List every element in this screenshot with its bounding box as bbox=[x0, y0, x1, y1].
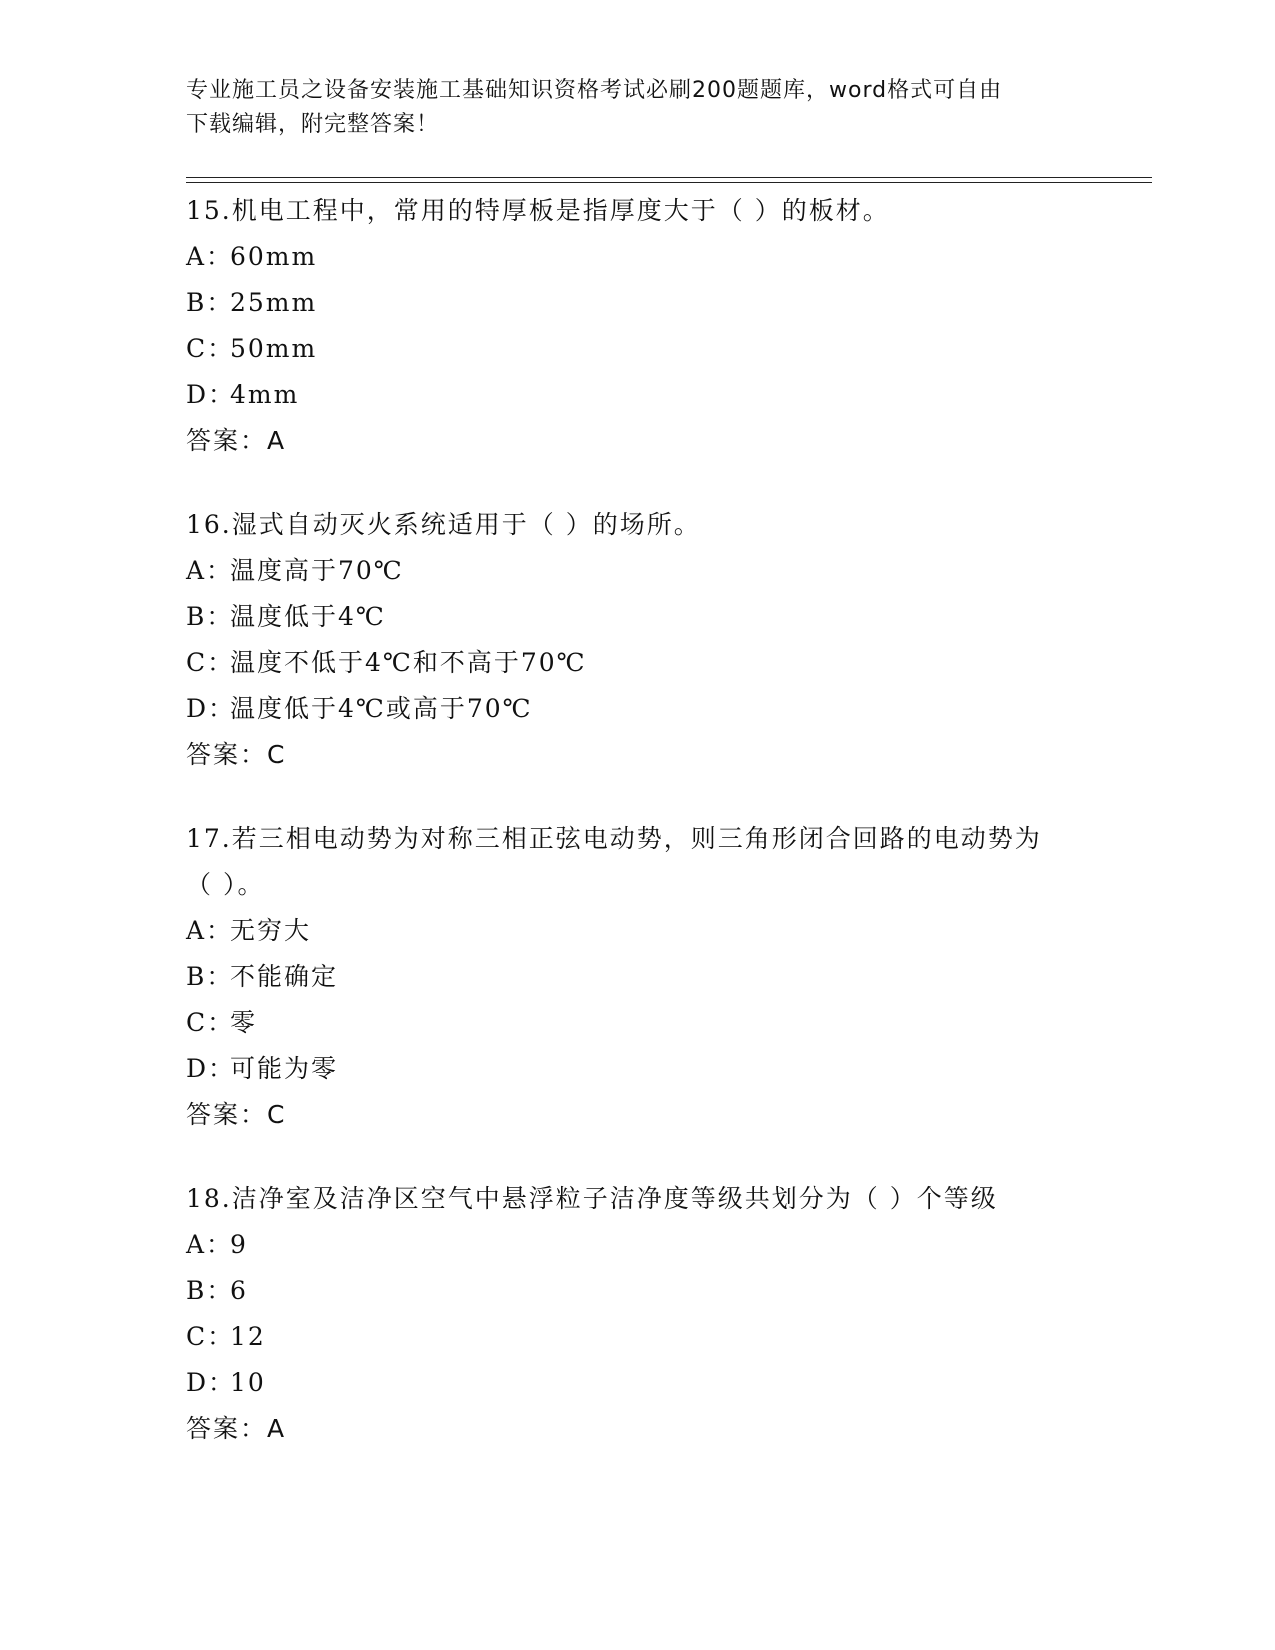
option-c bbox=[186, 1314, 1152, 1360]
header-divider-bottom bbox=[186, 182, 1152, 183]
answer-label: 答案： bbox=[186, 740, 268, 769]
question-text: 若三相电动势为对称三相正弦电动势，则三角形闭合回路的电动势为（ ）。 bbox=[186, 824, 1042, 899]
question-stem bbox=[186, 188, 1066, 234]
option-d bbox=[186, 1360, 1152, 1406]
option-key: D： bbox=[186, 380, 236, 409]
document-header bbox=[186, 74, 1086, 142]
answer-line bbox=[186, 418, 1152, 464]
option-b bbox=[186, 954, 1152, 1000]
option-key: B： bbox=[186, 602, 234, 631]
option-a bbox=[186, 234, 1152, 280]
option-text: 温度低于4℃或高于70℃ bbox=[230, 694, 533, 723]
header-title-line-1: 专业施工员之设备安装施工基础知识资格考试必刷200题题库，word格式可自由 bbox=[186, 78, 1003, 103]
question-16 bbox=[186, 502, 1152, 778]
option-text: 不能确定 bbox=[230, 962, 339, 991]
option-key: D： bbox=[186, 694, 236, 723]
option-key: A： bbox=[186, 242, 234, 271]
option-key: A： bbox=[186, 556, 234, 585]
answer-label: 答案： bbox=[186, 426, 268, 455]
option-a bbox=[186, 908, 1152, 954]
question-15 bbox=[186, 188, 1152, 464]
option-key: C： bbox=[186, 648, 235, 677]
answer-line bbox=[186, 1092, 1152, 1138]
question-number: 17. bbox=[186, 824, 232, 853]
option-text: 温度不低于4℃和不高于70℃ bbox=[230, 648, 587, 677]
option-text: 10 bbox=[230, 1368, 266, 1397]
option-key: A： bbox=[186, 1230, 234, 1259]
question-text: 洁净室及洁净区空气中悬浮粒子洁净度等级共划分为（ ）个等级 bbox=[231, 1184, 998, 1213]
option-key: A： bbox=[186, 916, 234, 945]
answer-value: A bbox=[267, 1414, 287, 1443]
answer-label: 答案： bbox=[186, 1100, 268, 1129]
option-d bbox=[186, 1046, 1152, 1092]
option-b bbox=[186, 280, 1152, 326]
option-key: B： bbox=[186, 1276, 234, 1305]
option-text: 6 bbox=[230, 1276, 248, 1305]
option-key: B： bbox=[186, 288, 234, 317]
option-b bbox=[186, 1268, 1152, 1314]
option-a bbox=[186, 548, 1152, 594]
option-c bbox=[186, 640, 1152, 686]
option-key: C： bbox=[186, 1008, 235, 1037]
option-text: 温度低于4℃ bbox=[230, 602, 386, 631]
question-17 bbox=[186, 816, 1152, 1138]
option-key: D： bbox=[186, 1368, 236, 1397]
option-key: C： bbox=[186, 334, 235, 363]
question-18 bbox=[186, 1176, 1152, 1452]
option-c bbox=[186, 1000, 1152, 1046]
question-text: 机电工程中，常用的特厚板是指厚度大于（ ）的板材。 bbox=[231, 196, 890, 225]
answer-value: A bbox=[267, 426, 287, 455]
question-number: 15. bbox=[186, 196, 232, 225]
option-key: C： bbox=[186, 1322, 235, 1351]
question-list bbox=[186, 188, 1152, 1490]
question-stem bbox=[186, 502, 1066, 548]
option-text: 温度高于70℃ bbox=[230, 556, 404, 585]
header-divider-top bbox=[186, 177, 1152, 178]
option-text: 25mm bbox=[230, 288, 318, 317]
answer-value: C bbox=[267, 1100, 287, 1129]
option-text: 4mm bbox=[230, 380, 300, 409]
answer-line bbox=[186, 732, 1152, 778]
question-number: 16. bbox=[186, 510, 232, 539]
option-text: 50mm bbox=[230, 334, 318, 363]
answer-value: C bbox=[267, 740, 287, 769]
option-c bbox=[186, 326, 1152, 372]
option-d bbox=[186, 372, 1152, 418]
option-text: 可能为零 bbox=[230, 1054, 339, 1083]
answer-line bbox=[186, 1406, 1152, 1452]
option-key: B： bbox=[186, 962, 234, 991]
option-a bbox=[186, 1222, 1152, 1268]
option-d bbox=[186, 686, 1152, 732]
question-text: 湿式自动灭火系统适用于（ ）的场所。 bbox=[231, 510, 701, 539]
answer-label: 答案： bbox=[186, 1414, 268, 1443]
option-b bbox=[186, 594, 1152, 640]
option-text: 12 bbox=[230, 1322, 266, 1351]
question-number: 18. bbox=[186, 1184, 232, 1213]
question-stem bbox=[186, 816, 1066, 908]
option-key: D： bbox=[186, 1054, 236, 1083]
option-text: 零 bbox=[230, 1008, 258, 1037]
question-stem bbox=[186, 1176, 1066, 1222]
option-text: 9 bbox=[230, 1230, 248, 1259]
header-title-line-2: 下载编辑，附完整答案！ bbox=[186, 112, 440, 137]
option-text: 60mm bbox=[230, 242, 318, 271]
option-text: 无穷大 bbox=[230, 916, 312, 945]
